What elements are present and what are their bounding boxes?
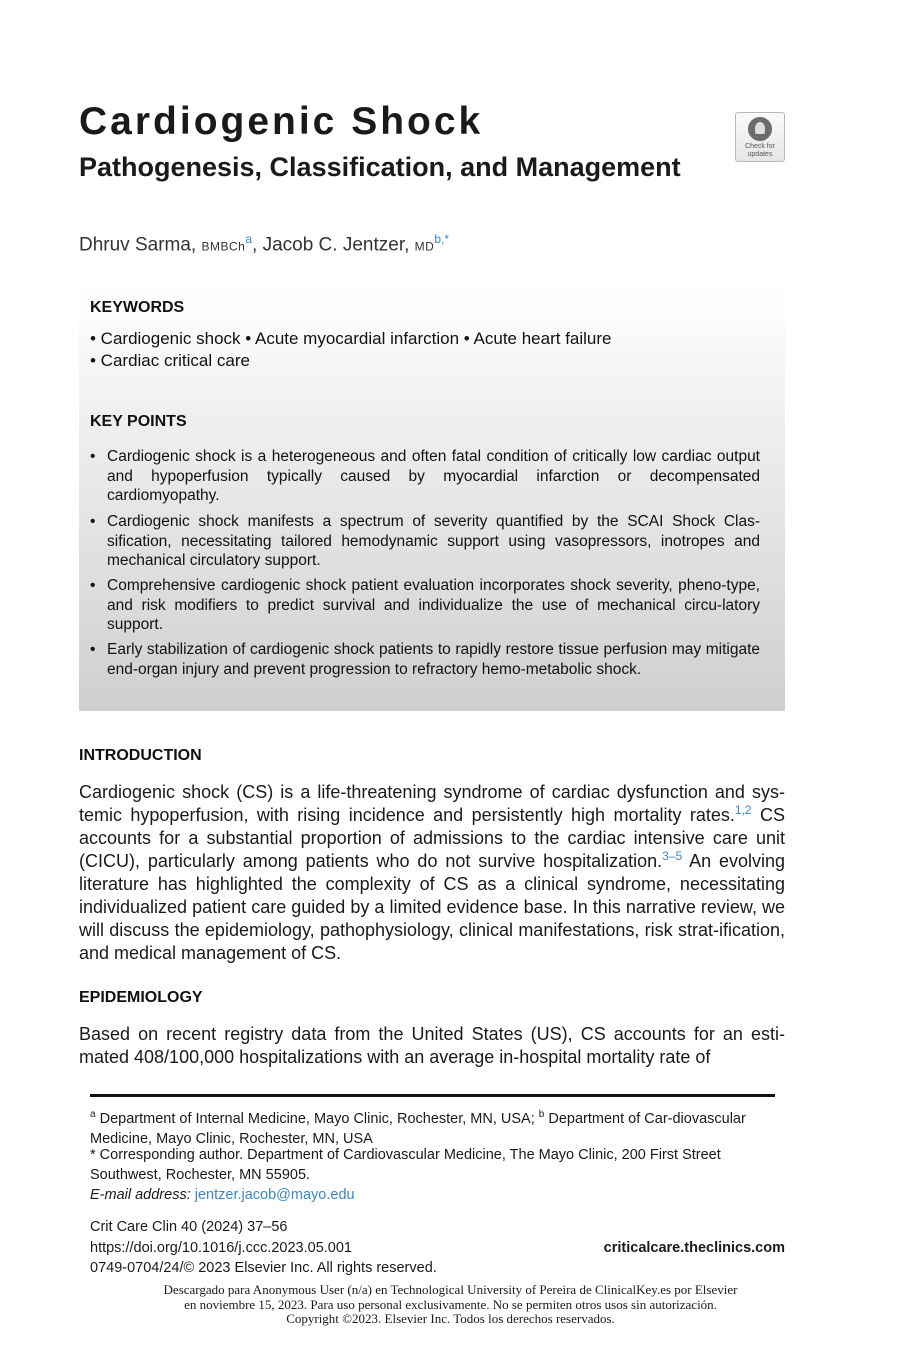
author-name: Jacob C. Jentzer, — [262, 234, 410, 256]
epidemiology-paragraph: Based on recent registry data from the United States (US), CS accounts for an esti-mated 408/100,000 hospitalizations with an average in-hospital mortality rate of — [79, 1024, 785, 1067]
email-link[interactable]: jentzer.jacob@mayo.edu — [194, 1187, 355, 1203]
key-points-heading: KEY POINTS — [90, 413, 187, 430]
reference-link[interactable]: 1,2 — [734, 803, 752, 817]
bookmark-icon — [748, 117, 772, 141]
keywords-heading: KEYWORDS — [90, 299, 185, 316]
author-list: Dhruv Sarma, BMBCh$^a$, Jacob C. Jentzer, $MD^{b,*}$ — [79, 232, 450, 256]
doi-link[interactable]: https://doi.org/10.1016/j.ccc.2023.05.001 — [90, 1240, 352, 1256]
author-degree: BMBCh — [201, 239, 246, 254]
article-title: Cardiogenic Shock — [79, 100, 484, 143]
journal-website[interactable]: criticalcare.theclinics.com — [603, 1240, 785, 1256]
author-degree: MD — [414, 239, 435, 254]
badge-label: Check for updates — [745, 143, 775, 158]
article-subtitle: Pathogenesis, Classification, and Management — [79, 152, 681, 182]
download-notice: Descargado para Anonymous User (n/a) en Technological University of Pereira de ClinicalKey.es por Elsevier en noviembre 15, 2023. Para uso personal exclusivamente. No se permiten otros usos sin autorización. Copyright ©2023. Elsevier Inc. Todos los derechos reservados. — [163, 1282, 738, 1326]
bullet: • — [90, 641, 96, 658]
author-name: Dhruv Sarma, — [79, 234, 197, 256]
key-point-item: • Comprehensive cardiogenic shock patient evaluation incorporates shock severity, pheno-type, and risk modifiers to predict survival and individualize the use of mechanical circu-latory support. — [90, 577, 760, 633]
introduction-heading: INTRODUCTION — [79, 747, 202, 764]
corresponding-author-footnote: * Corresponding author. Department of Cardiovascular Medicine, The Mayo Clinic, 200 First Street Southwest, Rochester, MN 55905. — [90, 1147, 721, 1183]
bullet: • — [90, 448, 96, 465]
journal-citation: Crit Care Clin 40 (2024) 37–56 — [90, 1219, 288, 1235]
keywords-line: • Cardiogenic shock • Acute myocardial infarction • Acute heart failure — [90, 329, 612, 348]
keywords-line: • Cardiac critical care — [90, 351, 250, 370]
bullet: • — [90, 513, 96, 530]
key-point-item: • Early stabilization of cardiogenic shock patients to rapidly restore tissue perfusion may mitigate end-organ injury and prevent progression to refractory hemo-metabolic shock. — [90, 641, 760, 678]
epidemiology-heading: EPIDEMIOLOGY — [79, 989, 203, 1006]
bullet: • — [90, 577, 96, 594]
footnote-divider — [90, 1094, 775, 1097]
affiliation-link[interactable]: a — [245, 232, 253, 246]
key-point-item: • Cardiogenic shock is a heterogeneous and often fatal condition of critically low cardiac output and hypoperfusion typically caused by myocardial infarction or decompensated cardiomyopathy. — [90, 448, 760, 504]
introduction-paragraph: Cardiogenic shock (CS) is a life-threatening syndrome of cardiac dysfunction and sys-temic hypoperfusion, with rising incidence and persistently high mortality rates.$^{1,2}$ CS accounts for a substantial proportion of admissions to the cardiac intensive care unit (CICU), particularly among patients who do not survive hospitalization.$^{3-5}$ An evolving literature has highlighted the complexity of CS as a clinical syndrome, necessitating individualized patient care guided by a limited evidence base. In this narrative review, we will discuss the epidemiology, pathophysiology, clinical manifestations, risk strat-ification, and medical management of CS. — [79, 782, 785, 963]
check-for-updates-badge[interactable] — [735, 112, 785, 162]
email-footnote: E-mail address: jentzer.jacob@mayo.edu — [90, 1187, 355, 1203]
reference-link[interactable]: 3–5 — [662, 849, 683, 863]
copyright-line: 0749-0704/24/© 2023 Elsevier Inc. All rights reserved. — [90, 1260, 437, 1276]
affiliations-footnote: $^a$ Department of Internal Medicine, Mayo Clinic, Rochester, MN, USA; $^b$ Department of Car-diovascular Medicine, Mayo Clinic, Rochester, MN, USA — [90, 1109, 746, 1147]
affiliation-link[interactable]: b,* — [434, 232, 450, 246]
key-point-item: • Cardiogenic shock manifests a spectrum of severity quantified by the SCAI Shock Clas-sification, necessitating tailored hemodynamic support using vasopressors, inotropes and mechanical circulatory support. — [90, 513, 760, 569]
